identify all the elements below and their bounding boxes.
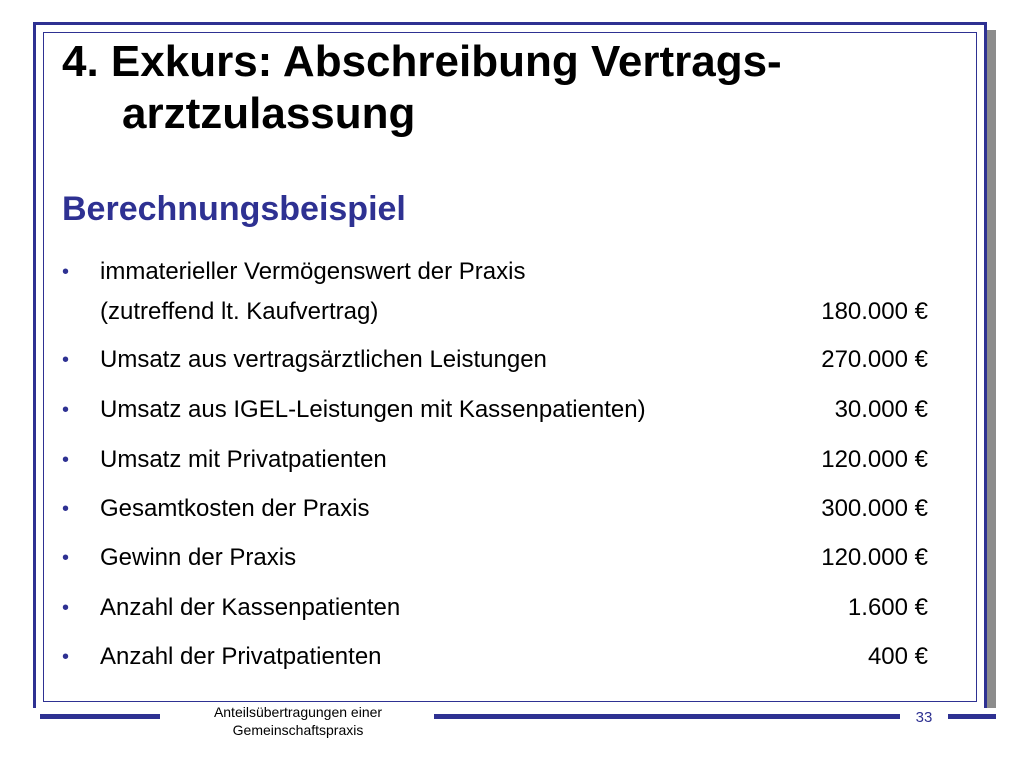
item-value: 120.000 € <box>821 446 928 473</box>
item-label: Umsatz mit Privatpatienten <box>100 446 387 473</box>
item-value: 180.000 € <box>821 298 928 325</box>
item-label: immaterieller Vermögenswert der Praxis <box>100 258 526 285</box>
bullet-icon: • <box>62 498 70 520</box>
bullet-icon: • <box>62 646 70 668</box>
footer-rule-left <box>40 714 160 719</box>
bullet-icon: • <box>62 547 70 569</box>
slide-title-line1: 4. Exkurs: Abschreibung Vertrags- <box>62 37 782 86</box>
item-value: 1.600 € <box>847 594 928 621</box>
footer-text-line1: Anteilsübertragungen einer <box>213 704 383 720</box>
item-value: 270.000 € <box>821 346 928 373</box>
bullet-icon: • <box>62 261 70 283</box>
item-label-line2: (zutreffend lt. Kaufvertrag) <box>100 298 379 325</box>
footer-text <box>170 703 426 739</box>
item-label: Anzahl der Kassenpatienten <box>100 594 401 621</box>
item-value: 120.000 € <box>821 544 928 571</box>
bullet-icon: • <box>62 597 70 619</box>
slide-subtitle: Berechnungsbeispiel <box>62 190 406 228</box>
item-value: 30.000 € <box>834 396 928 423</box>
footer-rule-middle <box>434 714 900 719</box>
item-label: Anzahl der Privatpatienten <box>100 643 382 670</box>
slide-title-line2: arztzulassung <box>122 89 416 138</box>
item-label: Gesamtkosten der Praxis <box>100 495 370 522</box>
slide-title <box>62 36 962 140</box>
footer-rule-right <box>948 714 996 719</box>
bullet-icon: • <box>62 399 70 421</box>
item-label: Umsatz aus IGEL-Leistungen mit Kassenpatienten) <box>100 396 646 423</box>
item-label: Gewinn der Praxis <box>100 544 297 571</box>
bullet-icon: • <box>62 349 70 371</box>
footer-text-line2: Gemeinschaftspraxis <box>232 722 364 738</box>
page-number: 33 <box>915 709 933 726</box>
item-value: 300.000 € <box>821 495 928 522</box>
bullet-icon: • <box>62 449 70 471</box>
item-label: Umsatz aus vertragsärztlichen Leistungen <box>100 346 547 373</box>
item-value: 400 € <box>867 643 928 670</box>
